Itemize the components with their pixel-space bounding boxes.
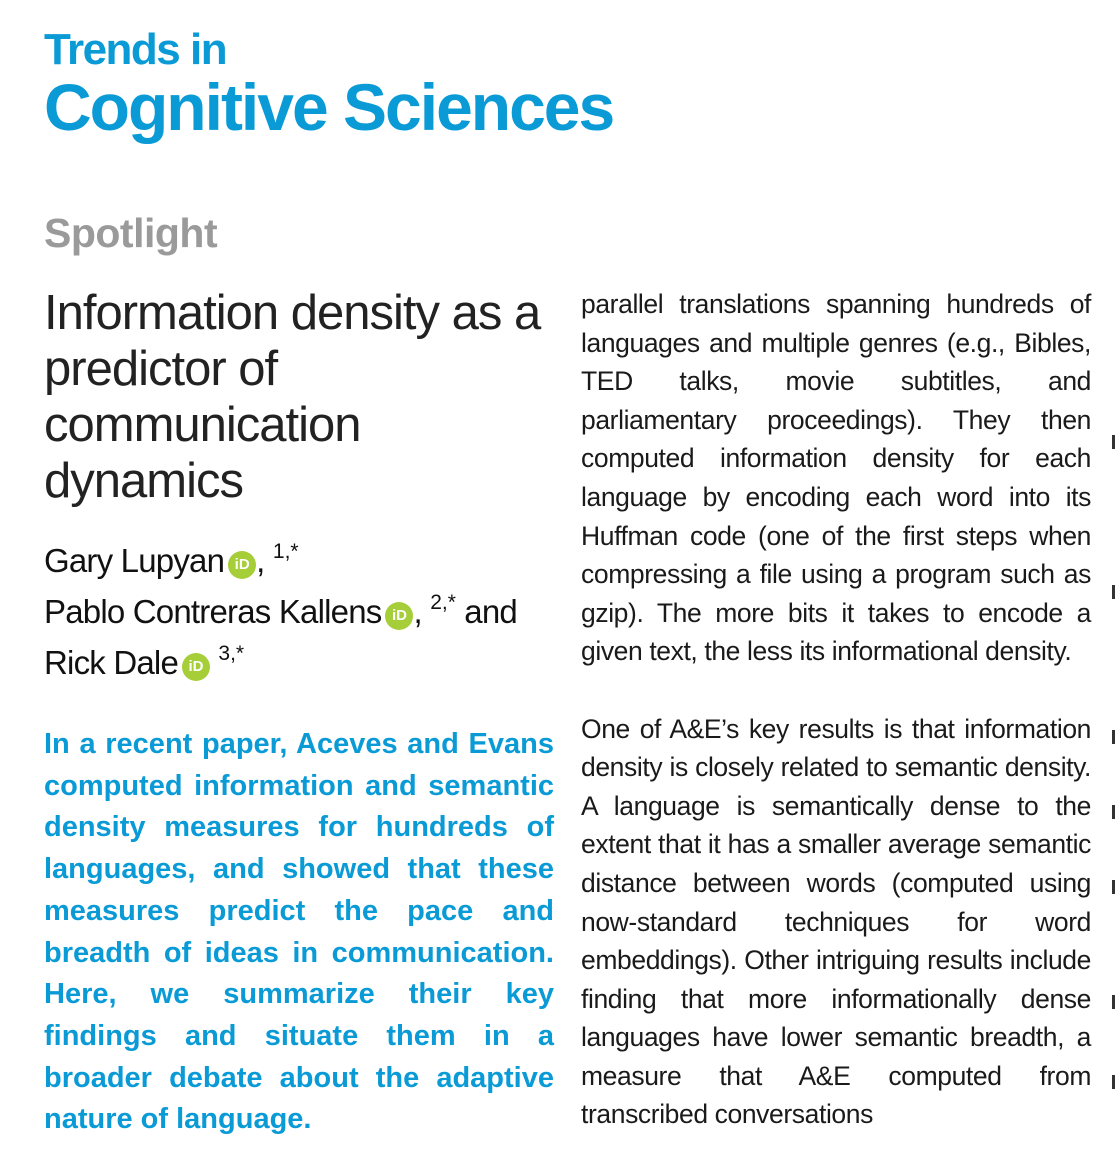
author-affiliation: 3,* [218,642,245,665]
text-fragment [1112,585,1115,599]
journal-title-line1: Trends in [44,25,227,74]
text-fragment [1112,1075,1115,1089]
author-separator: , [256,542,265,579]
author-affiliation: 1,* [272,540,299,563]
author-name: Rick Dale [44,644,179,681]
right-column [581,285,1091,1134]
author-name: Gary Lupyan [44,542,225,579]
text-fragment [1112,730,1115,744]
author-list [44,531,554,684]
text-fragment [1112,995,1115,1009]
orcid-icon[interactable]: iD [182,653,210,681]
author-name: Pablo Contreras Kallens [44,593,382,630]
orcid-icon[interactable]: iD [385,602,413,630]
author-separator: , [413,593,422,630]
next-column-edge [1112,285,1120,1138]
author-conjunction: and [464,593,517,630]
author-entry [44,633,554,684]
author-affiliation: 2,* [430,591,456,614]
author-entry [44,582,554,633]
journal-title-line2: Cognitive Sciences [44,70,614,144]
orcid-icon[interactable]: iD [228,551,256,579]
author-entry [44,531,554,582]
text-fragment [1112,435,1115,449]
text-fragment [1112,880,1115,894]
section-label: Spotlight [44,210,218,256]
text-fragment [1112,805,1115,819]
article-abstract: In a recent paper, Aceves and Evans computed information and semantic density measures for hundreds of languages, and showed that these measures predict the pace and breadth of ideas in communication. Here, we summarize their key findings and situate them in a broader debate about the adaptive nature of language. [44,728,554,1136]
article-title: Information density as a predictor of communication dynamics [44,286,541,508]
left-column [44,285,554,1170]
body-paragraph: parallel translations spanning hundreds of languages and multiple genres (e.g., Bibles, TED talks, movie subtitles, and parliamentary proceedings). They then computed information density for each language by encoding each word into its Huffman code (one of the first steps when compressing a file using a program such as gzip). The more bits it takes to encode a given text, the less its informational density. [581,289,1091,667]
journal-title [44,25,614,144]
body-paragraph: One of A&E’s key results is that information density is closely related to semantic density. A language is semantically dense to the extent that it has a smaller average semantic distance between words (computed using now-standard techniques for word embeddings). Other intriguing results include finding that more informationally dense languages have lower semantic breadth, a measure that A&E computed from transcribed conversations [581,713,1091,1130]
